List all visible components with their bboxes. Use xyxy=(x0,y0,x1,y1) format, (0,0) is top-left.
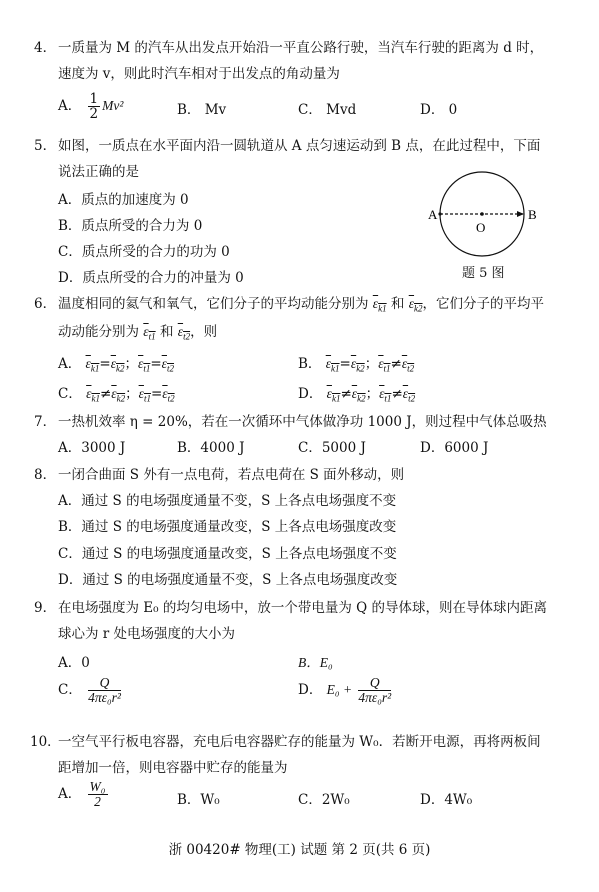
q9-number: 9． xyxy=(34,600,57,616)
q10-stem-line2: 距增加一倍，则电容器中贮存的能量为 xyxy=(58,760,288,776)
q5-stem-line1: 如图，一质点在水平面内沿一圆轨道从 A 点匀速运动到 B 点，在此过程中，下面 xyxy=(58,138,541,154)
q10-option-a xyxy=(58,780,110,809)
q9-option-c-denominator: 4πε₀r² xyxy=(88,690,121,706)
q6-line1-part1: 温度相同的氦气和氧气，它们分子的平均动能分别为 xyxy=(58,296,369,312)
q6-number: 6． xyxy=(34,296,57,312)
q7-stem-line1: 一热机效率 η = 20%，若在一次循环中气体做净功 1000 J，则过程中气体总吸热 xyxy=(58,414,547,430)
q4-option-a-label: A． xyxy=(58,98,82,115)
q6-line1-and: 和 xyxy=(390,296,405,312)
q9-option-d-fraction xyxy=(358,676,391,705)
q6-line2-and: 和 xyxy=(159,324,174,340)
q10-option-a-label: A． xyxy=(58,786,82,803)
q4-option-a-fraction xyxy=(88,92,101,121)
q8-option-c: C．通过 S 的电场强度通量改变，S 上各点电场强度不变 xyxy=(58,546,397,562)
q5-number: 5． xyxy=(34,138,57,154)
q7-option-c: C．5000 J xyxy=(298,440,366,456)
q6-eps-k2: $\varepsilon_{k2}$ xyxy=(408,296,423,314)
q5-option-d: D．质点所受的合力的冲量为 0 xyxy=(58,270,244,286)
q9-option-d-prefix: E₀ + xyxy=(326,682,353,698)
q5-option-a: A．质点的加速度为 0 xyxy=(58,192,189,208)
q5-label-a: A xyxy=(428,207,438,222)
q8-stem-line1: 一闭合曲面 S 外有一点电荷，若点电荷在 S 面外移动，则 xyxy=(58,467,405,483)
q9-option-c-fraction xyxy=(88,676,121,705)
q4-stem-line1: 一质量为 M 的汽车从出发点开始沿一平直公路行驶，当汽车行驶的距离为 d 时， xyxy=(58,40,544,56)
q7-option-b: B．4000 J xyxy=(177,440,245,456)
q4-number: 4． xyxy=(34,40,57,56)
q5-arrow-head xyxy=(517,211,524,217)
q9-stem-line2: 球心为 r 处电场强度的大小为 xyxy=(58,626,236,642)
q5-point-a-dot xyxy=(438,212,441,215)
q10-stem-line1: 一空气平行板电容器，充电后电容器贮存的能量为 W₀．若断开电源，再将两板间 xyxy=(58,734,541,750)
q9-option-a: A．0 xyxy=(58,655,90,671)
q10-number: 10． xyxy=(30,734,61,750)
q9-stem-line1: 在电场强度为 E₀ 的均匀电场中，放一个带电量为 Q 的导体球，则在导体球内距离 xyxy=(58,600,547,616)
q9-option-c xyxy=(58,676,123,705)
q8-option-d: D．通过 S 的电场强度通量不变，S 上各点电场强度改变 xyxy=(58,572,398,588)
q5-option-c: C．质点所受的合力的功为 0 xyxy=(58,244,230,260)
q4-option-b: B． Mv xyxy=(177,102,227,118)
q6-eps-t2: $\varepsilon_{t2}$ xyxy=(177,324,191,342)
q5-figure-caption: 题 5 图 xyxy=(462,266,505,281)
q7-option-a: A．3000 J xyxy=(58,440,126,456)
q10-option-a-numerator: W₀ xyxy=(89,779,106,794)
q10-option-a-fraction xyxy=(88,780,108,809)
q9-option-c-numerator: Q xyxy=(88,676,121,691)
q6-eps-k1: $\varepsilon_{k1}$ xyxy=(372,296,387,314)
q9-option-b: B．E₀ xyxy=(298,655,333,670)
page-footer: 浙 00420# 物理(工) 试题 第 2 页(共 6 页) xyxy=(168,842,431,858)
q6-option-d: D． $\varepsilon_{k1}\ne\varepsilon_{k2}$；$\varepsilon_{t1}\ne\varepsilon_{t2}$ xyxy=(298,386,416,404)
q6-line2-part1: 动动能分别为 xyxy=(58,324,139,340)
q10-option-b: B．W₀ xyxy=(177,792,220,808)
q4-option-a xyxy=(58,92,123,121)
q7-number: 7． xyxy=(34,414,57,430)
q5-stem-line2: 说法正确的是 xyxy=(58,164,139,180)
q10-option-d: D．4W₀ xyxy=(420,792,473,808)
q8-number: 8． xyxy=(34,467,57,483)
q9-option-d xyxy=(298,676,393,705)
q4-stem-line2: 速度为 v，则此时汽车相对于出发点的角动量为 xyxy=(58,66,340,82)
q5-option-b: B．质点所受的合力为 0 xyxy=(58,218,203,234)
q6-line1-part3: ，它们分子的平均平 xyxy=(422,296,545,312)
q6-option-c: C． $\varepsilon_{k1}\ne\varepsilon_{k2}$；$\varepsilon_{t1}=\varepsilon_{t2}$ xyxy=(58,386,175,404)
q6-eps-t1: $\varepsilon_{t1}$ xyxy=(143,324,156,342)
q4-option-a-denominator: 2 xyxy=(89,106,99,123)
q4-option-a-tail: Mv² xyxy=(102,98,124,114)
q6-line2-part3: ，则 xyxy=(190,324,218,340)
q6-stem-line2 xyxy=(58,320,217,342)
q5-label-o: O xyxy=(476,220,486,235)
q10-option-a-denominator: 2 xyxy=(94,794,101,810)
q6-option-b: B． $\varepsilon_{k1}=\varepsilon_{k2}$；$\varepsilon_{t1}\ne\varepsilon_{t2}$ xyxy=(298,356,415,374)
q5-center-point xyxy=(480,212,484,216)
q4-option-c: C． Mvd xyxy=(298,102,357,118)
q6-option-a: A． $\varepsilon_{k1}=\varepsilon_{k2}$；$\varepsilon_{t1}=\varepsilon_{t2}$ xyxy=(58,356,175,374)
q4-option-a-numerator: 1 xyxy=(89,91,99,107)
q9-option-d-denominator: 4πε₀r² xyxy=(358,690,392,706)
q8-option-b: B．通过 S 的电场强度通量改变，S 上各点电场强度改变 xyxy=(58,519,397,535)
q9-option-d-label: D． xyxy=(298,682,323,699)
q5-label-b: B xyxy=(528,207,537,222)
q8-option-a: A．通过 S 的电场强度通量不变，S 上各点电场强度不变 xyxy=(58,493,397,509)
q7-option-d: D．6000 J xyxy=(420,440,489,456)
q6-stem-line1 xyxy=(58,292,544,314)
q10-option-c: C．2W₀ xyxy=(298,792,350,808)
q9-option-c-label: C． xyxy=(58,682,82,699)
q9-option-d-numerator: Q xyxy=(358,676,391,691)
q4-option-d: D． 0 xyxy=(420,102,458,118)
